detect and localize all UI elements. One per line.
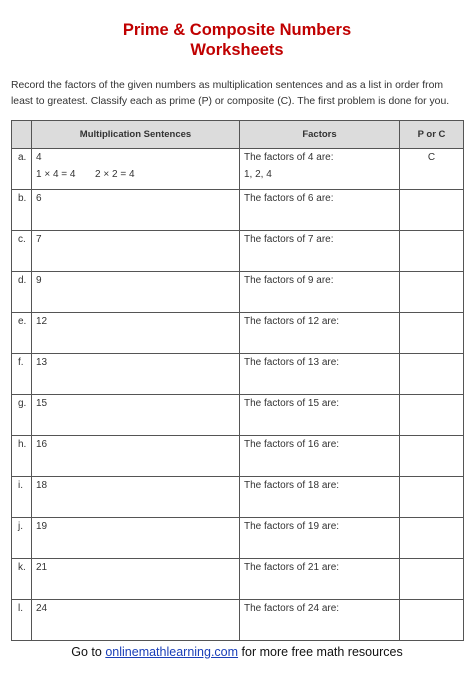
factors-list: 1, 2, 4 <box>244 169 272 180</box>
title-line-2: Worksheets <box>190 41 284 59</box>
row-number[interactable]: 19 <box>32 518 240 559</box>
footer-prefix: Go to <box>71 645 106 659</box>
table-row <box>12 477 464 518</box>
p-or-c-cell[interactable] <box>400 518 464 559</box>
p-or-c-cell[interactable] <box>400 600 464 641</box>
table-row <box>12 518 464 559</box>
row-label: k. <box>12 559 32 600</box>
factors-prompt[interactable]: The factors of 15 are: <box>240 395 400 436</box>
factors-prompt[interactable]: The factors of 9 are: <box>240 272 400 313</box>
row-label: d. <box>12 272 32 313</box>
table-row <box>12 600 464 641</box>
factors-prompt[interactable]: The factors of 21 are: <box>240 559 400 600</box>
factors-prompt[interactable]: The factors of 6 are: <box>240 190 400 231</box>
multiplication-cell <box>32 149 240 190</box>
row-number[interactable]: 12 <box>32 313 240 354</box>
row-number[interactable]: 21 <box>32 559 240 600</box>
p-or-c-cell: C <box>400 149 464 190</box>
title-line-1: Prime & Composite Numbers <box>122 21 352 39</box>
header-label <box>12 121 32 149</box>
factors-prompt[interactable]: The factors of 7 are: <box>240 231 400 272</box>
row-number[interactable]: 9 <box>32 272 240 313</box>
factors-prompt[interactable]: The factors of 16 are: <box>240 436 400 477</box>
p-or-c-cell[interactable] <box>400 477 464 518</box>
multiplication-sentence-2: 2 × 2 = 4 <box>95 169 135 180</box>
table-header-row <box>12 121 464 149</box>
header-multiplication-sentences: Multiplication Sentences <box>32 121 240 149</box>
table-row <box>12 559 464 600</box>
row-label: a. <box>12 149 32 190</box>
factors-prompt[interactable]: The factors of 24 are: <box>240 600 400 641</box>
row-number[interactable]: 18 <box>32 477 240 518</box>
p-or-c-cell[interactable] <box>400 313 464 354</box>
table-row <box>12 149 464 190</box>
table-row <box>12 354 464 395</box>
row-number[interactable]: 16 <box>32 436 240 477</box>
row-label: i. <box>12 477 32 518</box>
row-label: h. <box>12 436 32 477</box>
p-or-c-cell[interactable] <box>400 395 464 436</box>
table-row <box>12 395 464 436</box>
table-row <box>12 313 464 354</box>
factors-prompt: The factors of 4 are: <box>244 152 334 163</box>
row-number[interactable]: 24 <box>32 600 240 641</box>
factors-prompt[interactable]: The factors of 12 are: <box>240 313 400 354</box>
row-number[interactable]: 15 <box>32 395 240 436</box>
row-label: c. <box>12 231 32 272</box>
worksheet-table <box>11 120 464 641</box>
row-label: e. <box>12 313 32 354</box>
row-label: f. <box>12 354 32 395</box>
footer <box>0 645 474 659</box>
row-label: b. <box>12 190 32 231</box>
p-or-c-cell[interactable] <box>400 272 464 313</box>
row-label: j. <box>12 518 32 559</box>
instructions: Record the factors of the given numbers as multiplication sentences and as a list in order from least to greatest. Classify each as prime (P) or composite (C). The first problem is done for you. <box>11 80 450 107</box>
row-label: g. <box>12 395 32 436</box>
footer-suffix: for more free math resources <box>238 645 403 659</box>
worksheet-title <box>0 20 474 60</box>
row-label: l. <box>12 600 32 641</box>
table-row <box>12 436 464 477</box>
table-row <box>12 190 464 231</box>
website-link[interactable]: onlinemathlearning.com <box>105 645 239 659</box>
table-row <box>12 272 464 313</box>
table-row <box>12 231 464 272</box>
p-or-c-cell[interactable] <box>400 559 464 600</box>
row-number[interactable]: 7 <box>32 231 240 272</box>
multiplication-sentence-1: 1 × 4 = 4 <box>36 169 76 180</box>
row-number[interactable]: 13 <box>32 354 240 395</box>
p-or-c-cell[interactable] <box>400 231 464 272</box>
row-number[interactable]: 6 <box>32 190 240 231</box>
factors-prompt[interactable]: The factors of 13 are: <box>240 354 400 395</box>
header-factors: Factors <box>240 121 400 149</box>
p-or-c-cell[interactable] <box>400 354 464 395</box>
factors-cell <box>240 149 400 190</box>
header-p-or-c: P or C <box>400 121 464 149</box>
p-or-c-cell[interactable] <box>400 190 464 231</box>
row-number: 4 <box>36 152 42 163</box>
factors-prompt[interactable]: The factors of 18 are: <box>240 477 400 518</box>
p-or-c-cell[interactable] <box>400 436 464 477</box>
factors-prompt[interactable]: The factors of 19 are: <box>240 518 400 559</box>
